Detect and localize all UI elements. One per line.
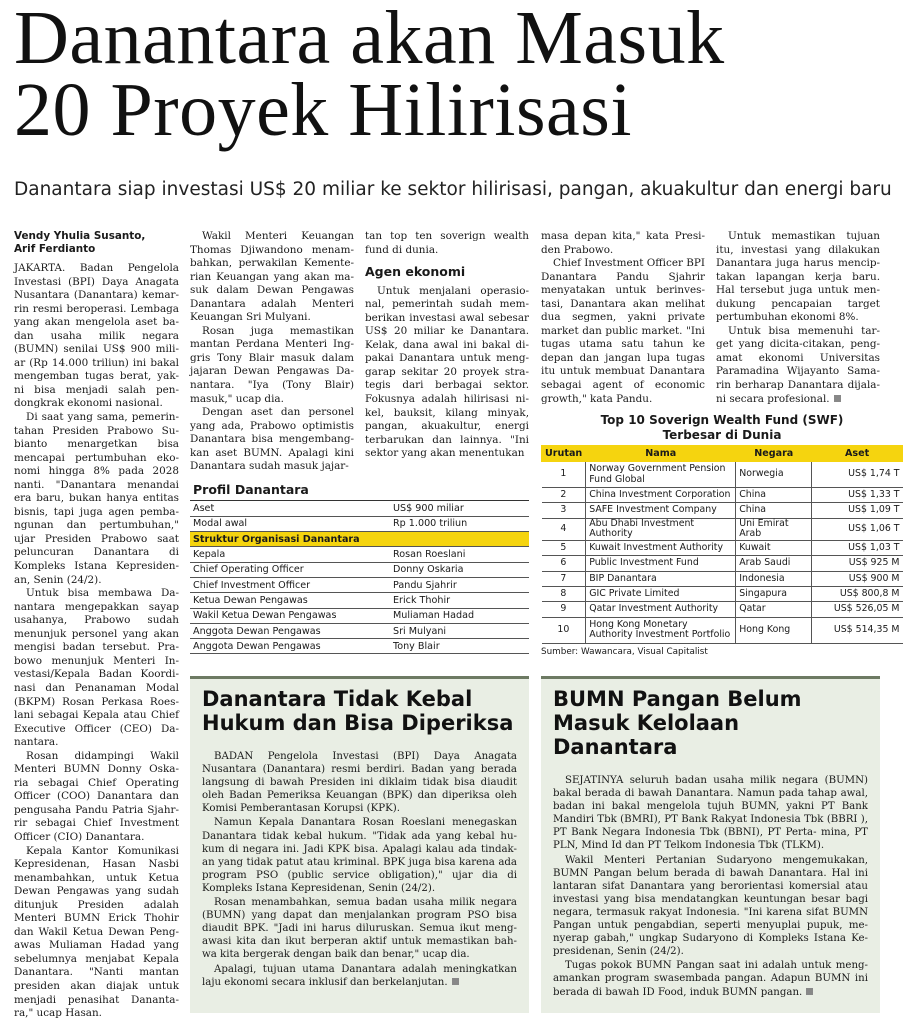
text-line: sektor yang akan menentukan [365,447,525,460]
text-line: mengemban tugas berat, yak- [14,370,179,383]
swf-title [541,413,903,443]
swf-cell-asset: US$ 1,33 T [812,488,903,503]
text-line: usahanya, Prabowo sudah [14,614,179,627]
text-line: Pemberantasan Korupsi (KPK). [240,803,400,815]
paragraph [716,325,880,406]
text-line: nanti. "Danantara menandai [14,478,179,491]
text-line: yang akan mengelola aset ba- [14,316,179,329]
swf-row [542,617,903,643]
text-line: mengisi badan tersebut. Pra- [14,641,179,654]
swf-cell-name: Hong Kong Monetary Authority Investment Portfolio [586,617,736,643]
text-line: fund di dunia. [365,243,439,256]
text-line: Dewan Pengawas yang sudah [14,885,179,898]
text-line: kum di negara ini. Jadi KPK bisa. Apalagi kalau ada tindak- [202,843,517,855]
swf-cell-country: Qatar [736,602,812,617]
profil-value: Erick Thohir [390,593,529,608]
text-line: rin resmi beroperasi. Lembaga [14,302,179,315]
text-line: Untuk bisa membawa Da- [26,587,179,600]
swf-row [542,540,903,555]
headline-line-1: Danantara akan Masuk [14,0,725,80]
swf-cell-country: Hong Kong [736,617,812,643]
swf-cell-country: Uni Emirat Arab [736,518,812,540]
box-1-body [202,750,517,989]
text-line: vestasi/Kepala Badan Koordi- [14,668,179,681]
text-line: nasi dan Penanaman Modal [14,681,179,694]
swf-cell-name: Qatar Investment Authority [586,602,736,617]
text-line: bahkan, perwakilan Kemente- [190,257,354,270]
text-line: nomi hingga 8% pada 2028 [14,465,179,478]
text-line: Kompleks Istana Kepresidenan, Senin (24/2). [202,882,436,894]
text-line: BPI Danantara Pandu Sjahrir [541,257,706,283]
paragraph [14,587,179,750]
text-line: ditunjuk Presiden adalah [14,898,179,911]
text-line: Fokusnya adalah hilirisasi ni- [365,393,529,406]
profil-value: Rp 1.000 triliun [390,516,529,531]
text-line: lantaran sifat Danantara yang berorientasi komersial atau [553,880,868,892]
text-line: negara, termasuk rakyat Indonesia. "Ini karena sifat BUMN [553,906,868,918]
text-line: Danantara bisa mengembang- [190,433,354,446]
text-line: peluncuran Danantara di [14,546,179,559]
text-line: itu untuk membuat Danantara [541,365,705,378]
swf-row [542,488,903,503]
box-2-title-line-2: Masuk Kelolaan Danantara [553,711,740,759]
text-line: Apalagi, tujuan utama Danantara adalah meningkatkan [214,963,517,975]
paragraph [202,816,517,895]
paragraph [541,230,705,257]
text-line: (BUMN) yang dapat dan menjalankan program PSO bisa [202,910,517,922]
text-line: dukung pencapaian target [716,297,880,310]
profil-structure-row [190,577,529,592]
text-line: Menteri BUMN Donny Oska- [14,763,179,776]
text-line: Thomas Djiwandono menam- [190,243,354,256]
text-line: mantan Perdana Menteri Ing- [190,338,354,351]
text-line: yang ada, Prabowo optimistis [190,419,354,432]
swf-cell-rank: 6 [542,556,586,571]
text-line: Kepresidenan, Hasan Nasbi [14,858,179,871]
text-line: ria sebagai Chief Operating [14,776,179,789]
text-line: rir sebagai Chief Investment [14,817,179,830]
paragraph [14,845,179,1021]
profil-label: Kepala [190,547,390,562]
profil-label: Chief Investment Officer [190,577,390,592]
swf-cell-rank: 4 [542,518,586,540]
text-line: Pangan untuk pengabdian, seperti menyuplai pupuk, me- [553,920,868,932]
profil-value: Rosan Roeslani [390,547,529,562]
swf-cell-asset: US$ 800,8 M [812,586,903,601]
swf-row [542,571,903,586]
text-line: bawah Presiden ini diklaim tidak bisa diaudit oleh Badan [202,777,517,802]
text-line: awal, badan ini bakal mengelola tujuh BUMN, yakni PT [553,788,868,813]
text-line: den Prabowo. [541,243,614,256]
text-line: Rosan menambahkan, semua badan usaha milik negara [214,897,517,909]
text-line: ujar Presiden Prabowo saat [14,532,179,545]
paragraph [190,325,354,406]
text-line: lani sebagai Kepala atau Chief [14,709,179,722]
box-1-title-line-2: Hukum dan Bisa Diperiksa [202,711,514,735]
article-deck: Danantara siap investasi US$ 20 miliar ke sektor hilirisasi, pangan, akuakultur dan energi baru [14,179,892,200]
end-mark-icon [452,978,459,985]
text-line: BUMN Pangan belum berada di bawah Danantara. Hal ini [553,867,868,879]
text-line: masa depan kita," kata Presi- [541,230,705,242]
text-line: pangan, akuakultur, energi [365,420,529,433]
profil-label: Anggota Dewan Pengawas [190,623,390,638]
text-line: awasi kita dan ikut berperan aktif untuk memastikan bah- [202,936,517,948]
text-line: ra," ucap Hasan. [14,1007,102,1020]
profil-title: Profil Danantara [190,480,529,501]
text-line: kan aset BUMN. Apalagi kini [190,446,354,459]
swf-cell-asset: US$ 1,03 T [812,540,903,555]
text-line: dan Wakil Ketua Dewan Peng- [14,925,179,938]
text-line: Untuk menjalani operasio- [377,284,529,297]
text-line: Kompleks Istana Kepresiden- [14,560,179,573]
paragraph [553,959,868,998]
paragraph [14,262,179,411]
swf-cell-asset: US$ 900 M [812,571,903,586]
text-line: ar (Rp 14.000 triliun) ini bakal [14,356,179,369]
text-line: berikan investasi awal sebesar [365,311,529,324]
profil-value: Tony Blair [390,639,529,654]
paragraph [365,285,529,461]
swf-cell-rank: 10 [542,617,586,643]
text-line: "Ini tugas utama satu tahun ke [541,324,706,351]
text-line: Kelak, dana awal ini bakal di- [365,338,529,351]
text-line: (Danantara) resmi berdiri. Badan yang berada langsung di [202,764,517,789]
text-line: gris Tony Blair masuk dalam [190,351,354,364]
swf-source: Sumber: Wawancara, Visual Capitalist [541,646,708,657]
end-mark-icon [834,395,841,402]
swf-cell-country: Norwegia [736,462,812,488]
swf-row [542,556,903,571]
text-line: tan top ten soverign wealth [365,230,529,242]
text-line: terbarukan dan lainnya. "Ini [365,433,529,446]
profil-structure-row [190,562,529,577]
text-line: Namun Kepala Danantara Rosan Roeslani menegaskan [214,817,517,829]
text-line: Rosan juga memastikan [202,324,354,337]
text-line: JAKARTA. Badan Pengelola [14,262,179,274]
column-5 [716,230,880,406]
profil-label: Ketua Dewan Pengawas [190,593,390,608]
text-line: Danantara adalah Menteri [190,297,354,310]
swf-cell-country: Arab Saudi [736,556,812,571]
swf-row [542,602,903,617]
text-line: Danantara. "Nanti mantan [14,966,179,979]
column-4-body [541,230,705,406]
text-line: (BKPM) Rosan Perkasa Roes- [14,695,179,708]
column-1-body [14,262,179,1021]
text-line: Di saat yang sama, pemerin- [26,411,179,424]
text-line: bisnis, tapi juga agen pemba- [14,505,179,518]
text-line: mina, PT PLN, Mind Id dan PT Telkom Indonesia Tbk [553,827,868,852]
swf-cell-name: SAFE Investment Company [586,503,736,518]
swf-cell-name: Norway Government Pension Fund Global [586,462,736,488]
swf-table [541,413,903,657]
paragraph [190,230,354,325]
text-line: get yang dicita-citakan, peng- [716,338,880,351]
text-line: ni secara profesional. [716,392,830,405]
paragraph [553,854,868,959]
text-line: Keuangan Sri Mulyani. [190,311,311,324]
profil-structure-row [190,608,529,623]
profil-value: Sri Mulyani [390,623,529,638]
profil-structure-row [190,623,529,638]
swf-cell-asset: US$ 1,06 T [812,518,903,540]
box-1-title [202,687,517,735]
swf-cell-country: China [736,503,812,518]
profil-value: Pandu Sjahrir [390,577,529,592]
text-line: rin berharap Danantara dijala- [716,379,880,392]
paragraph [202,963,517,989]
text-line: kel, bauksit, kilang minyak, [365,406,529,419]
text-line: menjadi penasihat Dananta- [14,993,179,1006]
swf-header-asset: Aset [812,446,903,462]
swf-row [542,503,903,518]
profil-value: Donny Oskaria [390,562,529,577]
text-line: ngunan dan pertumbuhan," [14,519,179,532]
swf-row [542,462,903,488]
swf-header-name: Nama [586,446,736,462]
profil-structure-row [190,593,529,608]
paragraph [202,750,517,815]
text-line: bakal berada di bawah Danantara. Namun pada tahap [553,788,837,800]
swf-cell-rank: 2 [542,488,586,503]
text-line: Dengan aset dan personel [202,406,354,419]
text-line: investasi yang bisa mendatangkan keuntungan besar bagi [553,893,868,905]
text-line: awas Muliaman Hadad yang [14,939,179,952]
box-2-title-line-1: BUMN Pangan Belum [553,687,802,711]
swf-cell-name: Public Investment Fund [586,556,736,571]
profil-label: Wakil Ketua Dewan Pengawas [190,608,390,623]
box-1-title-line-1: Danantara Tidak Kebal [202,687,473,711]
text-line: amat ekonomi Universitas [716,351,880,364]
text-line: (BBRI ), PT Bank Negara Indonesia Tbk (BBNI), PT Perta- [553,814,868,839]
swf-cell-name: Abu Dhabi Investment Authority [586,518,736,540]
swf-title-line-2: Terbesar di Dunia [662,428,782,442]
text-line: growth," kata Pandu. [541,392,653,405]
swf-header-rank: Urutan [542,446,586,462]
swf-cell-country: Singapura [736,586,812,601]
text-line: Menteri BUMN Erick Thohir [14,912,179,925]
headline-line-2: 20 Proyek Hilirisasi [14,68,632,152]
text-line: suk dalam Dewan Pengawas [190,284,354,297]
text-line: Danantara sudah masuk jajar- [190,460,349,473]
text-line: masuk," ucap dia. [190,392,284,405]
text-line: nal, pemerintah sudah mem- [365,298,529,311]
paragraph [14,750,179,845]
text-line: tahan Presiden Prabowo Su- [14,424,179,437]
text-line: ini berada di bawah ID Food, induk BUMN pangan. [553,973,868,998]
column-3-body [365,285,529,461]
column-5-body [716,230,880,406]
swf-cell-asset: US$ 1,74 T [812,462,903,488]
paragraph [202,896,517,961]
profil-structure-row [190,639,529,654]
text-line: Untuk bisa memenuhi tar- [728,324,880,337]
text-line: depan dan jangan lupa tugas [541,351,705,364]
text-line: Nusantara (Danantara) kemar- [14,289,179,302]
text-line: amankan program swasembada pangan. Adapun BUMN [553,973,851,985]
profil-label: Anggota Dewan Pengawas [190,639,390,654]
text-line: an, Senin (24/2). [14,573,102,586]
text-line: pakai Danantara untuk meng- [365,352,529,365]
text-line: Paramadina Wijayanto Sama- [716,365,880,378]
profil-label: Modal awal [190,516,390,531]
swf-header-row [542,446,903,462]
text-line: pertumbuhan ekonomi 8%. [716,311,859,324]
text-line: market dan public market. [541,324,683,337]
text-line: dongkrak ekonomi nasional. [14,397,163,410]
profil-row [190,516,529,531]
profil-danantara-table [190,480,529,654]
text-line: Pemeriksa Keuangan (BPK) dan diperiksa oleh Komisi [202,790,517,815]
text-line: laju ekonomi secara inklusif dan berkelanjutan. [202,976,448,988]
swf-cell-rank: 3 [542,503,586,518]
text-line: ada program PSO (public service obligation)," ujar dia di [202,856,517,881]
text-line: Bank Mandiri Tbk (BMRI), PT Bank Rakyat Indonesia Tbk [553,801,868,826]
text-line: (BUMN) senilai US$ 900 mili- [14,343,179,356]
paragraph [14,411,179,587]
box-2-title [553,687,868,759]
box-2-body [553,774,868,999]
text-line: tasi, Danantara akan melihat [541,297,705,310]
text-line: bianto menargetkan bisa [14,438,179,451]
text-line: Kepala Kantor Komunikasi [26,844,179,857]
text-line: tegis dari berbagai sektor. [365,379,529,392]
text-line: Executive Officer (CEO) Da- [14,722,179,735]
swf-cell-rank: 9 [542,602,586,617]
text-line: nantara. "Iya (Tony Blair) [190,379,354,392]
paragraph [541,257,705,406]
text-line: presiden akan diajak untuk [14,979,179,992]
column-2 [190,230,354,474]
text-line: mencapai pertumbuhan eko- [14,451,179,464]
text-line: menambahkan, untuk Ketua [14,871,179,884]
paragraph [190,406,354,474]
swf-row [542,518,903,540]
text-line: an yang tidak patut atau kriminal. BPK juga bisa karena [202,856,495,868]
swf-cell-country: Indonesia [736,571,812,586]
text-line: garap sekitar 20 proyek stra- [365,365,529,378]
paragraph [716,230,880,325]
text-line: Officer (COO) Danantara dan [14,790,179,803]
text-line: Rosan didampingi Wakil [26,749,179,762]
text-line: Danantara juga harus mencip- [716,257,880,270]
profil-row [190,501,529,516]
text-line: presidenan, Senin (24/2). [553,946,684,958]
swf-title-line-1: Top 10 Soverign Wealth Fund (SWF) [600,413,844,427]
swf-cell-name: China Investment Corporation [586,488,736,503]
swf-cell-asset: US$ 925 M [812,556,903,571]
swf-cell-name: BIP Danantara [586,571,736,586]
swf-cell-name: Kuwait Investment Authority [586,540,736,555]
text-line: rian Keuangan yang akan ma- [190,270,354,283]
text-line: dua segmen, yakni private [541,311,705,324]
profil-section-label: Struktur Organisasi Danantara [190,532,529,547]
text-line: dan usaha milik negara [14,329,179,342]
profil-label: Aset [190,501,390,516]
text-line: Chief Investment Officer [553,257,683,270]
text-line: wa kita bergerak dengan baik dan benar," ucap dia. [202,949,470,961]
swf-cell-name: GIC Private Limited [586,586,736,601]
swf-cell-asset: US$ 526,05 M [812,602,903,617]
swf-cell-country: Kuwait [736,540,812,555]
swf-cell-rank: 8 [542,586,586,601]
text-line: Wakil Menteri Pertanian Sudaryono mengemukakan, [565,854,868,866]
text-line: nyerap gabah," ungkap Sudaryono di Kompleks Istana Ke- [553,933,868,945]
column-2-body [190,230,354,474]
text-line: US$ 20 miliar ke Danantara. [365,325,529,338]
swf-cell-country: China [736,488,812,503]
text-line: BADAN Pengelola Investasi (BPI) Daya Anagata Nusantara [202,751,517,776]
byline-author-1: Vendy Yhulia Susanto, [14,230,146,242]
swf-cell-rank: 7 [542,571,586,586]
subhead-agen-ekonomi: Agen ekonomi [365,264,466,280]
text-line: nantara mengepakkan sayap [14,600,179,613]
swf-cell-rank: 1 [542,462,586,488]
end-mark-icon [806,988,813,995]
byline-author-2: Arif Ferdianto [14,243,96,255]
paragraph [553,774,868,853]
column-3-intro [365,230,529,257]
column-3 [365,230,529,461]
sidebar-article-kebal-hukum [190,676,529,1013]
text-line: Officer (CIO) Danantara. [14,830,145,843]
profil-value: US$ 900 miliar [390,501,529,516]
swf-cell-asset: US$ 1,09 T [812,503,903,518]
text-line: ni bisa menjadi salah pen- [14,383,179,396]
text-line: Wakil Menteri Keuangan [202,230,354,242]
profil-value: Muliaman Hadad [390,608,529,623]
text-line: Danantara tidak kebal hukum. "Tidak ada yang kebal hu- [202,830,517,842]
article-headline [14,0,904,152]
text-line: takan lapangan kerja baru. [716,270,880,283]
text-line: Hal tersebut juga untuk men- [716,284,880,297]
text-line: pengusaha Pandu Patria Sjahr- [14,803,179,816]
text-line: era baru, bukan hanya entitas [14,492,179,505]
sidebar-article-bumn-pangan [541,676,880,1013]
text-line: bowo menunjuk Menteri In- [14,654,179,667]
text-line: SEJATINYA seluruh badan usaha milik negara (BUMN) [565,775,868,786]
text-line: sebelumnya menjabat Kepala [14,952,179,965]
text-line: nantara. [14,736,59,749]
profil-structure-row [190,547,529,562]
profil-label: Chief Operating Officer [190,562,390,577]
column-4 [541,230,705,406]
swf-header-country: Negara [736,446,812,462]
text-line: Tugas pokok BUMN Pangan saat ini adalah untuk meng- [565,960,868,972]
text-line: (TLKM). [781,840,825,852]
swf-row [542,586,903,601]
swf-cell-rank: 5 [542,540,586,555]
text-line: menunjuk personel yang akan [14,627,179,640]
text-line: jajaran Dewan Pengawas Da- [190,365,354,378]
text-line: menyatakan untuk berinves- [541,284,705,297]
text-line: Untuk memastikan tujuan [728,230,880,242]
paragraph [365,230,529,257]
swf-cell-asset: US$ 514,35 M [812,617,903,643]
text-line: sebagai agent of economic [541,379,705,392]
text-line: itu, investasi yang dilakukan [716,243,880,256]
byline [14,230,179,256]
text-line: Investasi (BPI) Daya Anagata [14,275,179,288]
text-line: diaudit BPK. "Jadi ini harus diluruskan. Semua ikut meng- [202,923,517,935]
profil-section-row [190,532,529,547]
column-1 [14,230,179,1021]
